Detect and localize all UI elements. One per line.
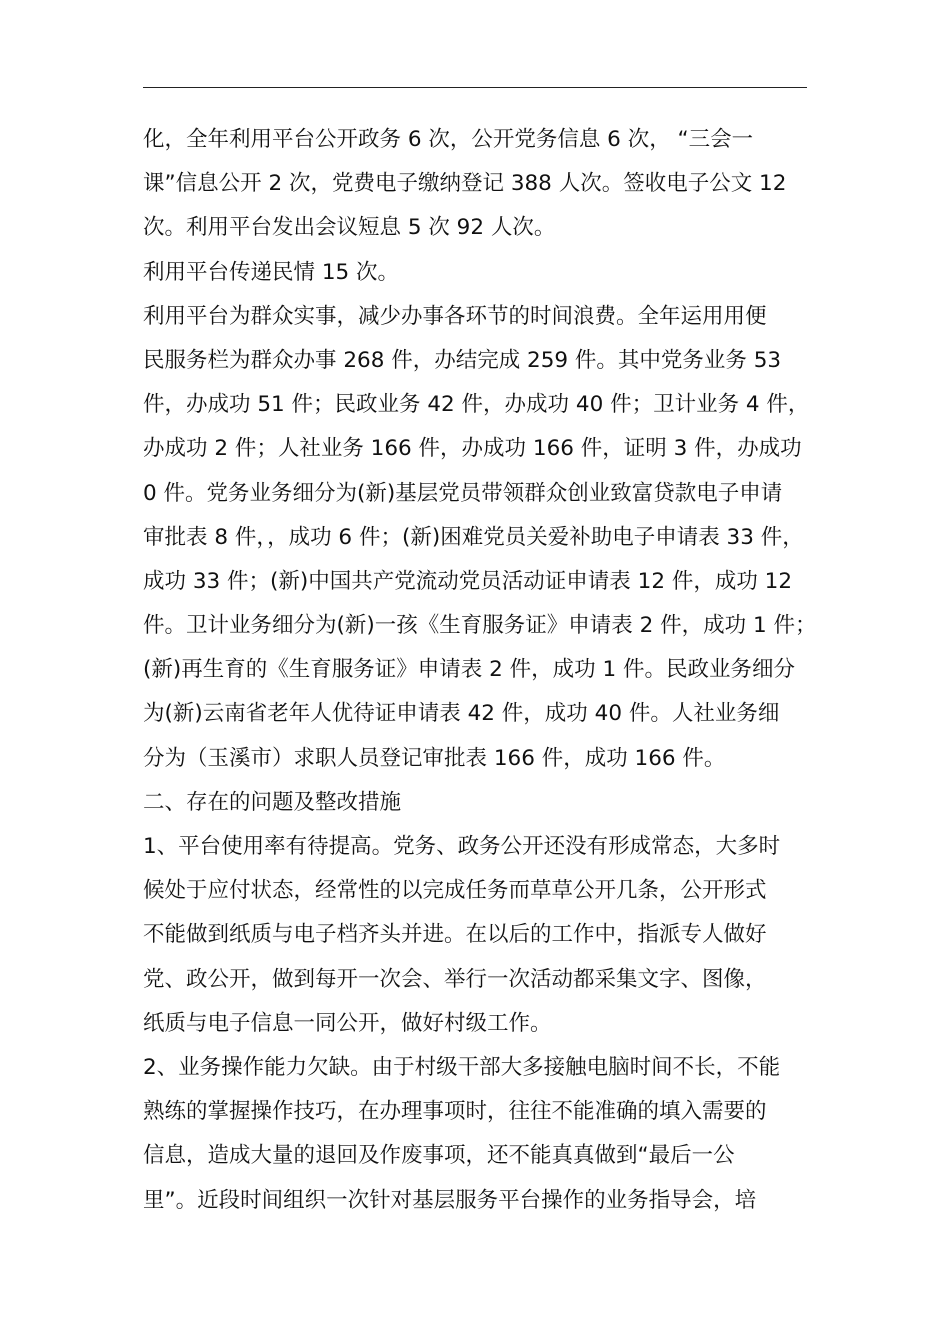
body-text <box>143 118 815 1223</box>
text-line: 不能做到纸质与电子档齐头并进。在以后的工作中，指派专人做好 <box>143 922 767 948</box>
text-line: 党、政公开，做到每开一次会、举行一次活动都采集文字、图像， <box>143 966 767 992</box>
text-line: 1、平台使用率有待提高。党务、政务公开还没有形成常态，大多时 <box>143 834 781 859</box>
text-line: 成功 33 件；(新)中国共产党流动党员活动证申请表 12 件，成功 12 <box>143 568 793 594</box>
text-line: 纸质与电子信息一同公开，做好村级工作。 <box>143 1010 552 1036</box>
text-line: 民服务栏为群众办事 268 件，办结完成 259 件。其中党务业务 53 <box>143 347 782 373</box>
text-line: (新)再生育的《生育服务证》申请表 2 件，成功 1 件。民政业务细分 <box>143 657 795 683</box>
text-line: 为(新)云南省老年人优待证申请表 42 件，成功 40 件。人社业务细 <box>143 701 780 727</box>
section-heading: 二、存在的问题及整改措施 <box>143 789 402 815</box>
text-line: 办成功 2 件；人社业务 166 件，办成功 166 件，证明 3 件，办成功 <box>143 436 802 462</box>
text-line: 利用平台为群众实事，减少办事各环节的时间浪费。全年运用用便 <box>143 303 767 329</box>
text-line: 利用平台传递民情 15 次。 <box>143 259 400 285</box>
text-line: 0 件。党务业务细分为(新)基层党员带领群众创业致富贷款电子申请 <box>143 480 783 506</box>
text-line: 件。卫计业务细分为(新)一孩《生育服务证》申请表 2 件，成功 1 件； <box>143 613 817 639</box>
text-line: 里”。近段时间组织一次针对基层服务平台操作的业务指导会，培 <box>143 1187 757 1213</box>
text-line: 课”信息公开 2 次，党费电子缴纳登记 388 人次。签收电子公文 12 <box>143 171 787 197</box>
text-line: 熟练的掌握操作技巧，在办理事项时，往往不能准确的填入需要的 <box>143 1099 767 1125</box>
text-line: 信息，造成大量的退回及作废事项，还不能真真做到“最后一公 <box>143 1143 735 1169</box>
header-rule <box>143 87 807 88</box>
text-line: 审批表 8 件，，成功 6 件；(新)困难党员关爱补助电子申请表 33 件， <box>143 524 804 550</box>
text-line: 候处于应付状态，经常性的以完成任务而草草公开几条，公开形式 <box>143 878 767 904</box>
text-line: 化，全年利用平台公开政务 6 次，公开党务信息 6 次， “三会一 <box>143 127 754 152</box>
text-line: 次。利用平台发出会议短息 5 次 92 人次。 <box>143 215 556 241</box>
text-line: 件，办成功 51 件；民政业务 42 件，办成功 40 件；卫计业务 4 件， <box>143 392 810 418</box>
text-line: 2、业务操作能力欠缺。由于村级干部大多接触电脑时间不长，不能 <box>143 1054 781 1080</box>
text-line: 分为（玉溪市）求职人员登记审批表 166 件，成功 166 件。 <box>143 745 726 771</box>
